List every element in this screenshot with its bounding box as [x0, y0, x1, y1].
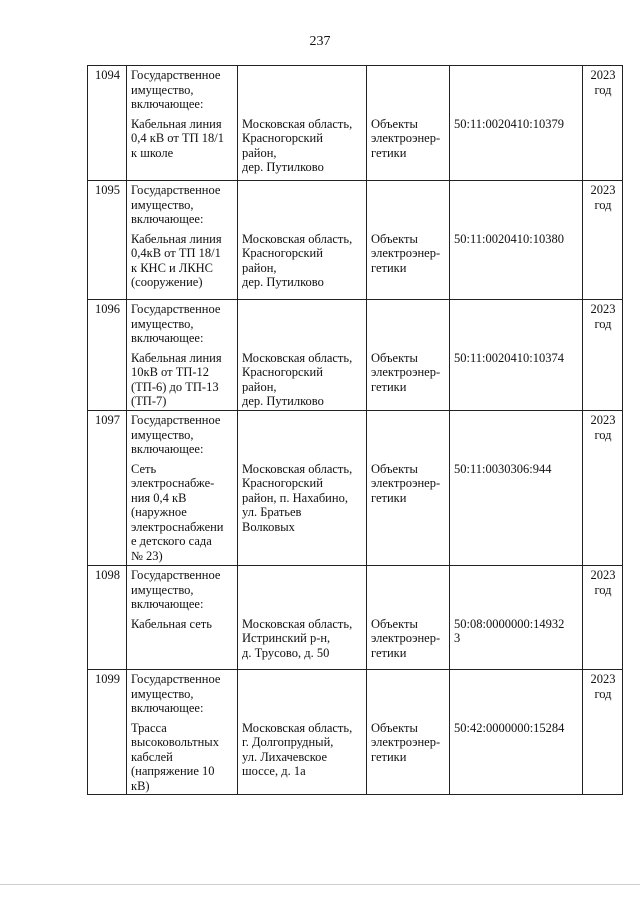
record-object-type: Объекты электроэнер- гетики — [367, 719, 450, 795]
record-number-empty — [88, 460, 127, 566]
record-group-label: Государственное имущество, включающее: — [127, 181, 238, 230]
record-number: 1095 — [88, 181, 127, 230]
record-cadastral-empty — [450, 566, 583, 615]
record-year: 2023 год — [583, 566, 623, 615]
record-address-empty — [238, 566, 367, 615]
record-type-empty — [367, 670, 450, 719]
record-cadastral-number: 50:42:0000000:15284 — [450, 719, 583, 795]
record-year-empty — [583, 615, 623, 670]
record-number: 1097 — [88, 411, 127, 460]
record-number: 1098 — [88, 566, 127, 615]
record-address-empty — [238, 670, 367, 719]
record-address-empty — [238, 66, 367, 115]
record-group-label: Государственное имущество, включающее: — [127, 411, 238, 460]
record-address-empty — [238, 411, 367, 460]
record-cadastral-number: 50:11:0020410:10379 — [450, 115, 583, 181]
record-address: Московская область, Красногорский район, дер. Путилково — [238, 230, 367, 300]
record-object-type: Объекты электроэнер- гетики — [367, 349, 450, 411]
record-type-empty — [367, 566, 450, 615]
record-group-label: Государственное имущество, включающее: — [127, 670, 238, 719]
record-year: 2023 год — [583, 300, 623, 349]
record-year-empty — [583, 460, 623, 566]
record-detail-row — [88, 615, 623, 670]
record-object-type: Объекты электроэнер- гетики — [367, 615, 450, 670]
record-object-type: Объекты электроэнер- гетики — [367, 115, 450, 181]
record-year-empty — [583, 230, 623, 300]
record-type-empty — [367, 411, 450, 460]
record-header-row — [88, 300, 623, 349]
record-object-name: Кабельная сеть — [127, 615, 238, 670]
record-number-empty — [88, 230, 127, 300]
registry-body — [88, 66, 623, 795]
record-object-type: Объекты электроэнер- гетики — [367, 460, 450, 566]
record-detail-row — [88, 230, 623, 300]
record-cadastral-empty — [450, 66, 583, 115]
record-cadastral-number: 50:11:0020410:10380 — [450, 230, 583, 300]
record-object-name: Сеть электроснабже- ния 0,4 кВ (наружное электроснабжени е детского сада № 23) — [127, 460, 238, 566]
record-group-label: Государственное имущество, включающее: — [127, 300, 238, 349]
record-number: 1096 — [88, 300, 127, 349]
record-year-empty — [583, 115, 623, 181]
record-object-name: Кабельная линия 0,4 кВ от ТП 18/1 к школе — [127, 115, 238, 181]
record-type-empty — [367, 66, 450, 115]
record-address: Московская область, Красногорский район, п. Нахабино, ул. Братьев Волковых — [238, 460, 367, 566]
record-cadastral-empty — [450, 411, 583, 460]
record-year-empty — [583, 349, 623, 411]
record-cadastral-number: 50:11:0030306:944 — [450, 460, 583, 566]
page-number: 237 — [309, 34, 331, 49]
record-address: Московская область, Красногорский район, дер. Путилково — [238, 349, 367, 411]
record-cadastral-empty — [450, 181, 583, 230]
record-group-label: Государственное имущество, включающее: — [127, 66, 238, 115]
record-object-type: Объекты электроэнер- гетики — [367, 230, 450, 300]
record-header-row — [88, 66, 623, 115]
record-year: 2023 год — [583, 66, 623, 115]
record-number: 1099 — [88, 670, 127, 719]
record-number-empty — [88, 719, 127, 795]
record-address-empty — [238, 300, 367, 349]
record-year: 2023 год — [583, 411, 623, 460]
record-detail-row — [88, 460, 623, 566]
record-address: Московская область, Истринский р-н, д. Трусово, д. 50 — [238, 615, 367, 670]
record-year-empty — [583, 719, 623, 795]
record-cadastral-empty — [450, 670, 583, 719]
record-header-row — [88, 670, 623, 719]
record-cadastral-number: 50:11:0020410:10374 — [450, 349, 583, 411]
record-detail-row — [88, 349, 623, 411]
record-address-empty — [238, 181, 367, 230]
record-header-row — [88, 411, 623, 460]
record-number-empty — [88, 349, 127, 411]
record-cadastral-empty — [450, 300, 583, 349]
record-year: 2023 год — [583, 181, 623, 230]
record-object-name: Кабельная линия 0,4кВ от ТП 18/1 к КНС и ЛКНС (сооружение) — [127, 230, 238, 300]
record-number: 1094 — [88, 66, 127, 115]
record-object-name: Кабельная линия 10кВ от ТП-12 (ТП-6) до ТП-13 (ТП-7) — [127, 349, 238, 411]
scan-edge-line — [0, 884, 640, 885]
record-header-row — [88, 566, 623, 615]
record-number-empty — [88, 615, 127, 670]
property-registry-table — [87, 65, 623, 795]
record-detail-row — [88, 719, 623, 795]
record-address: Московская область, Красногорский район, дер. Путилково — [238, 115, 367, 181]
record-cadastral-number: 50:08:0000000:14932 3 — [450, 615, 583, 670]
record-group-label: Государственное имущество, включающее: — [127, 566, 238, 615]
record-header-row — [88, 181, 623, 230]
record-number-empty — [88, 115, 127, 181]
record-type-empty — [367, 181, 450, 230]
record-object-name: Трасса высоковольтных кабслей (напряжение 10 кВ) — [127, 719, 238, 795]
record-year: 2023 год — [583, 670, 623, 719]
record-detail-row — [88, 115, 623, 181]
record-type-empty — [367, 300, 450, 349]
record-address: Московская область, г. Долгопрудный, ул. Лихачевское шоссе, д. 1а — [238, 719, 367, 795]
